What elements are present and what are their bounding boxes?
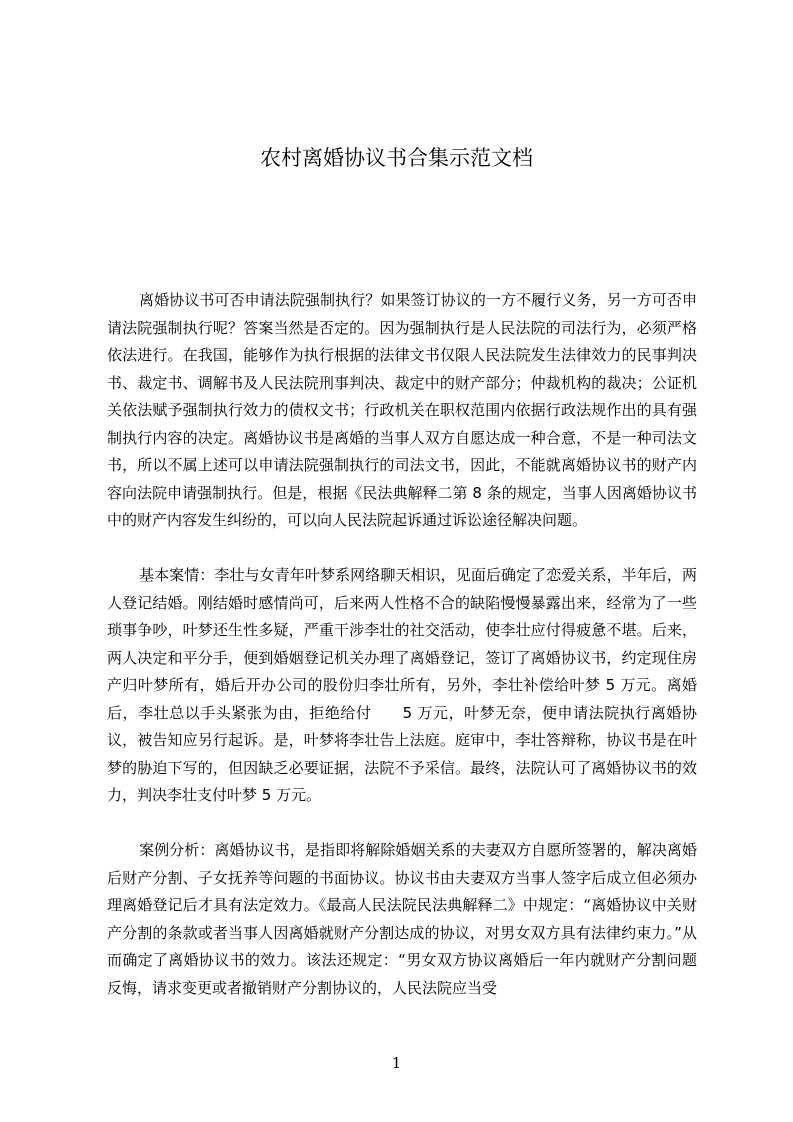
paragraph-enforcement: 离婚协议书可否申请法院强制执行？如果签订协议的一方不履行义务，另一方可否申请法院强制执行呢？答案当然是否定的。因为强制执行是人民法院的司法行为，必须严格依法进行。在我国，能够作为执行根据的法律文书仅限人民法院发生法律效力的民事判决书、裁定书、调解书及人民法院刑事判决、裁定中的财产部分；仲裁机构的裁决；公证机关依法赋予强制执行效力的债权文书；行政机关在职权范围内依据行政法规作出的具有强制执行内容的决定。离婚协议书是离婚的当事人双方自愿达成一种合意，不是一种司法文书，所以不属上述可以申请法院强制执行的司法文书，因此，不能就离婚协议书的财产内容向法院申请强制执行。但是，根据《民法典解释二第 8 条的规定，当事人因离婚协议书中的财产内容发生纠纷的，可以向人民法院起诉通过诉讼途径解决问题。: [107, 291, 697, 529]
document-body: [107, 287, 697, 1030]
document-title: 农村离婚协议书合集示范文档: [260, 146, 533, 170]
paragraph-case-analysis: 案例分析：离婚协议书，是指即将解除婚姻关系的夫妻双方自愿所签署的，解决离婚后财产分割、子女抚养等问题的书面协议。协议书由夫妻双方当事人签字后成立但必须办理离婚登记后才具有法定效力。《最高人民法院民法典解释二》中规定：“离婚协议中关财产分割的条款或者当事人因离婚就财产分割达成的协议，对男女双方具有法律约束力。”从而确定了离婚协议书的效力。该法还规定：“男女双方协议离婚后一年内就财产分割问题反悔，请求变更或者撤销财产分割协议的，人民法院应当受: [107, 841, 697, 997]
page-number: 1: [391, 1054, 402, 1072]
paragraph-case-facts: 基本案情：李壮与女青年叶梦系网络聊天相识，见面后确定了恋爱关系，半年后，两人登记结婚。刚结婚时感情尚可，后来两人性格不合的缺陷慢慢暴露出来，经常为了一些琐事争吵，叶梦还生性多疑，严重干涉李壮的社交活动，使李壮应付得疲惫不堪。后来，两人决定和平分手，便到婚姻登记机关办理了离婚登记，签订了离婚协议书，约定现住房产归叶梦所有，婚后开办公司的股份归李壮所有，另外，李壮补偿给叶梦 5 万元。离婚后，李壮总以手头紧张为由，拒绝给付 5 万元，叶梦无奈，便申请法院执行离婚协议，被告知应另行起诉。是，叶梦将李壮告上法庭。庭审中，李壮答辩称，协议书是在叶梦的胁迫下写的，但因缺乏必要证据，法院不予采信。最终，法院认可了离婚协议书的效力，判决李壮支付叶梦 5 万元。: [107, 566, 697, 804]
